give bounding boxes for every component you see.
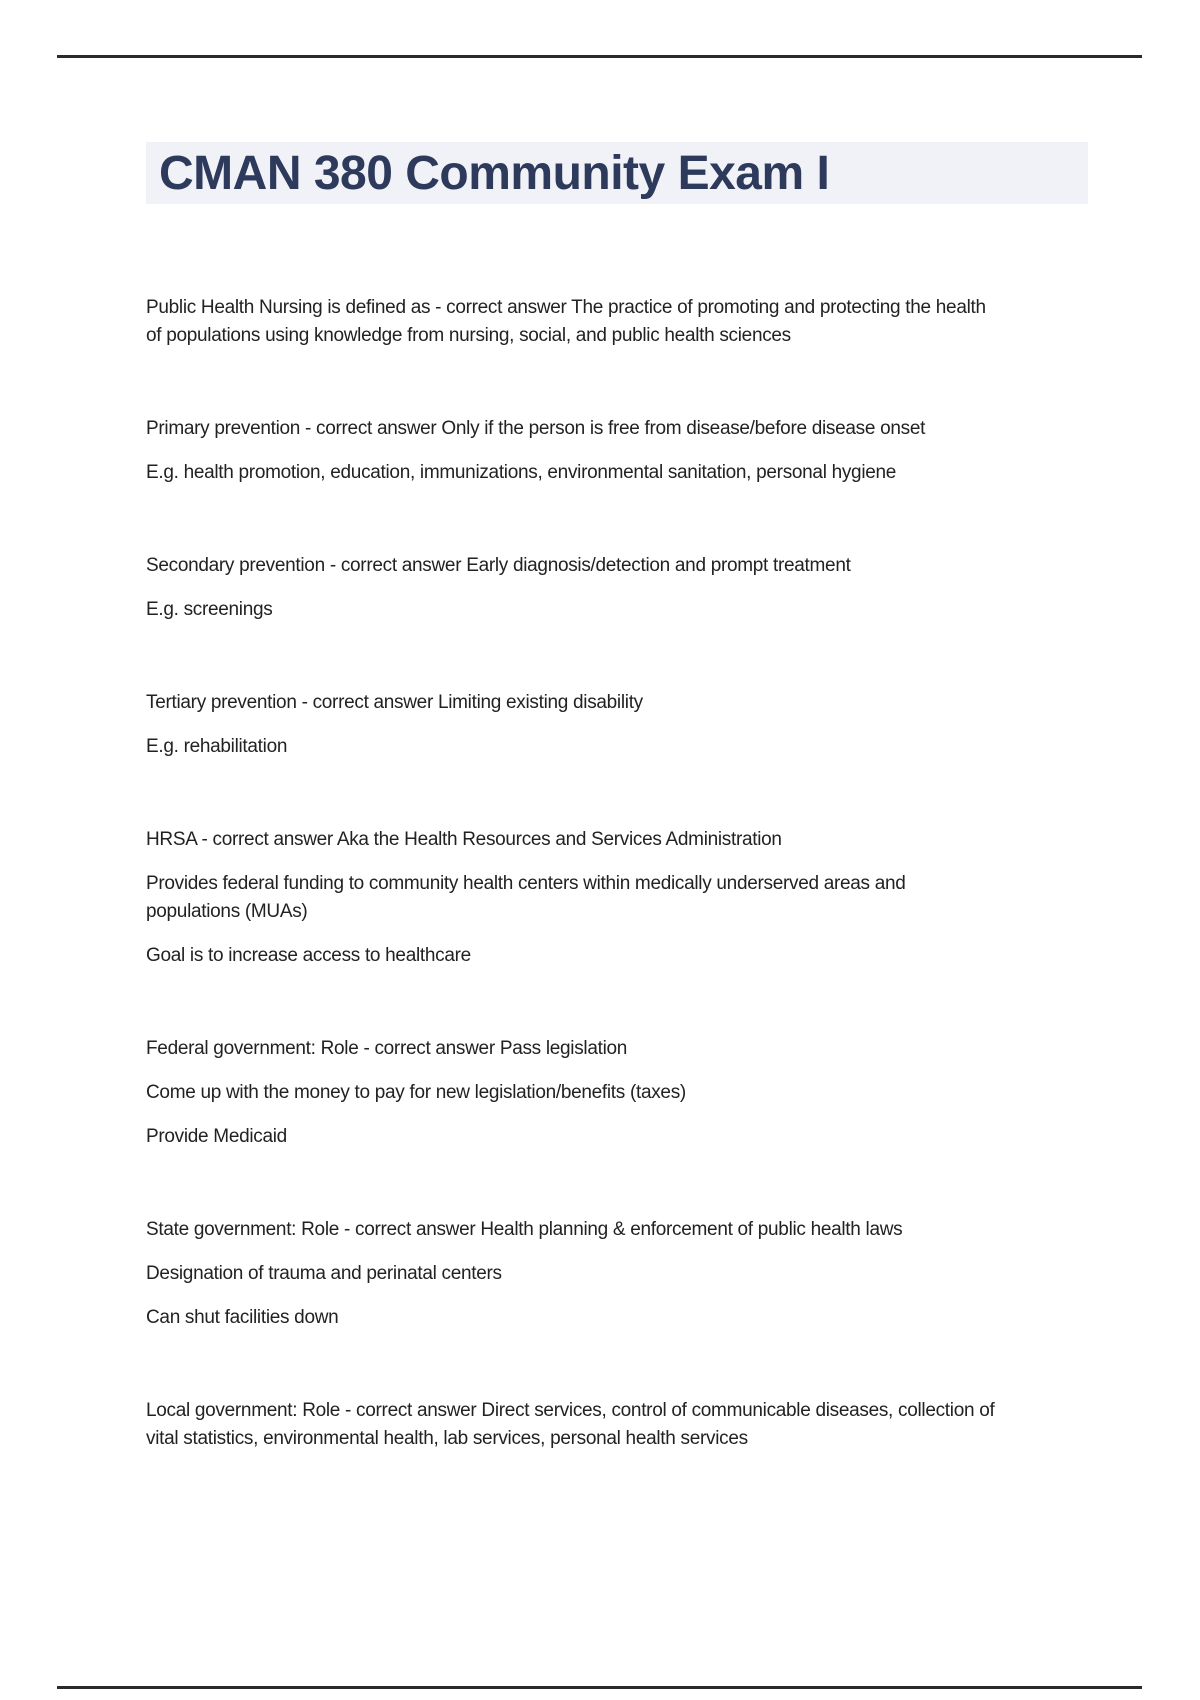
qa-line: HRSA - correct answer Aka the Health Resources and Services Administration: [146, 829, 782, 850]
qa-paragraph: [146, 552, 1106, 580]
qa-paragraph: [146, 870, 1106, 926]
qa-line: E.g. rehabilitation: [146, 736, 288, 757]
qa-paragraph: [146, 689, 1106, 717]
qa-line: Public Health Nursing is defined as - correct answer The practice of promoting and protecting the health: [146, 297, 986, 318]
qa-paragraph: [146, 415, 1106, 443]
qa-paragraph: [146, 1260, 1106, 1288]
qa-line: of populations using knowledge from nursing, social, and public health sciences: [146, 325, 791, 346]
qa-line: Can shut facilities down: [146, 1307, 339, 1328]
bottom-horizontal-rule: [57, 1686, 1142, 1689]
qa-line: Secondary prevention - correct answer Early diagnosis/detection and prompt treatment: [146, 555, 851, 576]
qa-paragraph: [146, 826, 1106, 854]
qa-paragraph: [146, 1079, 1106, 1107]
qa-line: populations (MUAs): [146, 901, 308, 922]
page-title: CMAN 380 Community Exam I: [146, 142, 1088, 204]
qa-paragraph: [146, 1035, 1106, 1063]
qa-block: [146, 1216, 1106, 1332]
qa-paragraph: [146, 942, 1106, 970]
qa-paragraph: [146, 733, 1106, 761]
qa-paragraph: [146, 294, 1106, 350]
qa-block: [146, 1397, 1106, 1453]
top-horizontal-rule: [57, 55, 1142, 58]
qa-line: Local government: Role - correct answer Direct services, control of communicable diseases, collection of: [146, 1400, 995, 1421]
qa-line: Provide Medicaid: [146, 1126, 287, 1147]
qa-block: [146, 689, 1106, 761]
qa-line: Goal is to increase access to healthcare: [146, 945, 471, 966]
qa-line: Provides federal funding to community health centers within medically underserved areas and: [146, 873, 906, 894]
qa-line: Designation of trauma and perinatal centers: [146, 1263, 502, 1284]
qa-line: vital statistics, environmental health, lab services, personal health services: [146, 1428, 748, 1449]
qa-paragraph: [146, 1397, 1106, 1453]
qa-paragraph: [146, 1216, 1106, 1244]
qa-block: [146, 415, 1106, 487]
document-body: [146, 294, 1106, 1453]
qa-line: State government: Role - correct answer Health planning & enforcement of public health laws: [146, 1219, 903, 1240]
qa-block: [146, 552, 1106, 624]
qa-paragraph: [146, 459, 1106, 487]
qa-line: Primary prevention - correct answer Only if the person is free from disease/before disease onset: [146, 418, 926, 439]
qa-line: Come up with the money to pay for new legislation/benefits (taxes): [146, 1082, 686, 1103]
qa-block: [146, 294, 1106, 350]
qa-block: [146, 1035, 1106, 1151]
qa-line: Tertiary prevention - correct answer Limiting existing disability: [146, 692, 643, 713]
qa-paragraph: [146, 1304, 1106, 1332]
qa-line: E.g. health promotion, education, immunizations, environmental sanitation, personal hygiene: [146, 462, 897, 483]
qa-paragraph: [146, 1123, 1106, 1151]
qa-line: E.g. screenings: [146, 599, 273, 620]
qa-block: [146, 826, 1106, 970]
qa-paragraph: [146, 596, 1106, 624]
qa-line: Federal government: Role - correct answer Pass legislation: [146, 1038, 628, 1059]
